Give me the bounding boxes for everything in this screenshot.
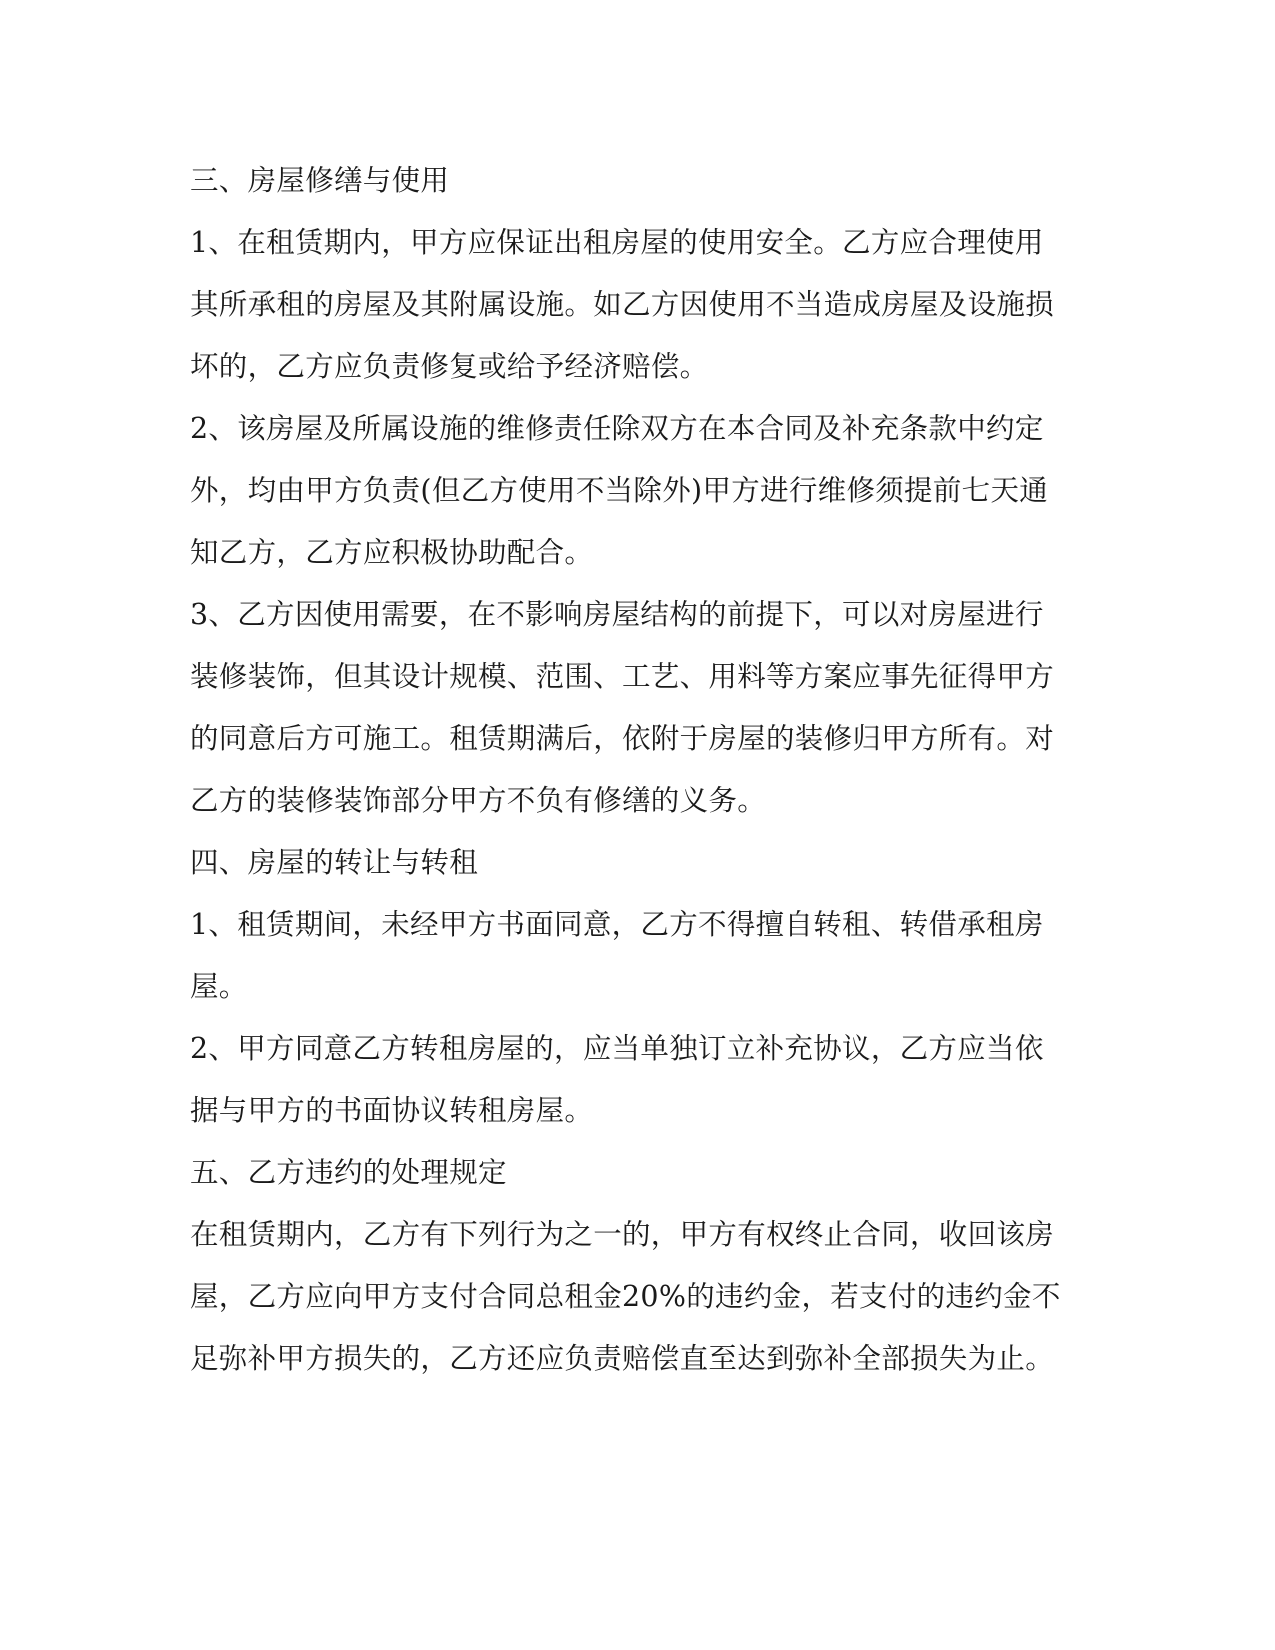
paragraph-line: 在租赁期内，乙方有下列行为之一的，甲方有权终止合同，收回该房 [190, 1218, 1055, 1251]
paragraph-line: 外，均由甲方负责(但乙方使用不当除外)甲方进行维修须提前七天通 [190, 474, 1049, 507]
paragraph-line: 其所承租的房屋及其附属设施。如乙方因使用不当造成房屋及设施损 [190, 288, 1055, 321]
paragraph-line: 乙方的装修装饰部分甲方不负有修缮的义务。 [190, 784, 767, 817]
paragraph-line: 3、乙方因使用需要，在不影响房屋结构的前提下，可以对房屋进行 [190, 598, 1044, 631]
paragraph-line: 装修装饰，但其设计规模、范围、工艺、用料等方案应事先征得甲方 [190, 660, 1055, 693]
paragraph-line: 2、甲方同意乙方转租房屋的，应当单独订立补充协议，乙方应当依 [190, 1032, 1044, 1065]
section-heading-4: 四、房屋的转让与转租 [190, 846, 479, 879]
paragraph-line: 2、该房屋及所属设施的维修责任除双方在本合同及补充条款中约定 [190, 412, 1044, 445]
section-heading-3: 三、房屋修缮与使用 [190, 164, 450, 197]
paragraph-line: 屋，乙方应向甲方支付合同总租金20%的违约金，若支付的违约金不 [190, 1280, 1061, 1313]
paragraph-line: 1、在租赁期内，甲方应保证出租房屋的使用安全。乙方应合理使用 [190, 226, 1044, 259]
document-body [190, 150, 1061, 1390]
paragraph-line: 坏的，乙方应负责修复或给予经济赔偿。 [190, 350, 709, 383]
paragraph-line: 知乙方，乙方应积极协助配合。 [190, 536, 594, 569]
paragraph-line: 据与甲方的书面协议转租房屋。 [190, 1094, 594, 1127]
paragraph-line: 的同意后方可施工。租赁期满后，依附于房屋的装修归甲方所有。对 [190, 722, 1055, 755]
paragraph-line: 1、租赁期间，未经甲方书面同意，乙方不得擅自转租、转借承租房 [190, 908, 1044, 941]
paragraph-line: 屋。 [190, 970, 248, 1003]
paragraph-line: 足弥补甲方损失的，乙方还应负责赔偿直至达到弥补全部损失为止。 [190, 1342, 1055, 1375]
section-heading-5: 五、乙方违约的处理规定 [190, 1156, 507, 1189]
